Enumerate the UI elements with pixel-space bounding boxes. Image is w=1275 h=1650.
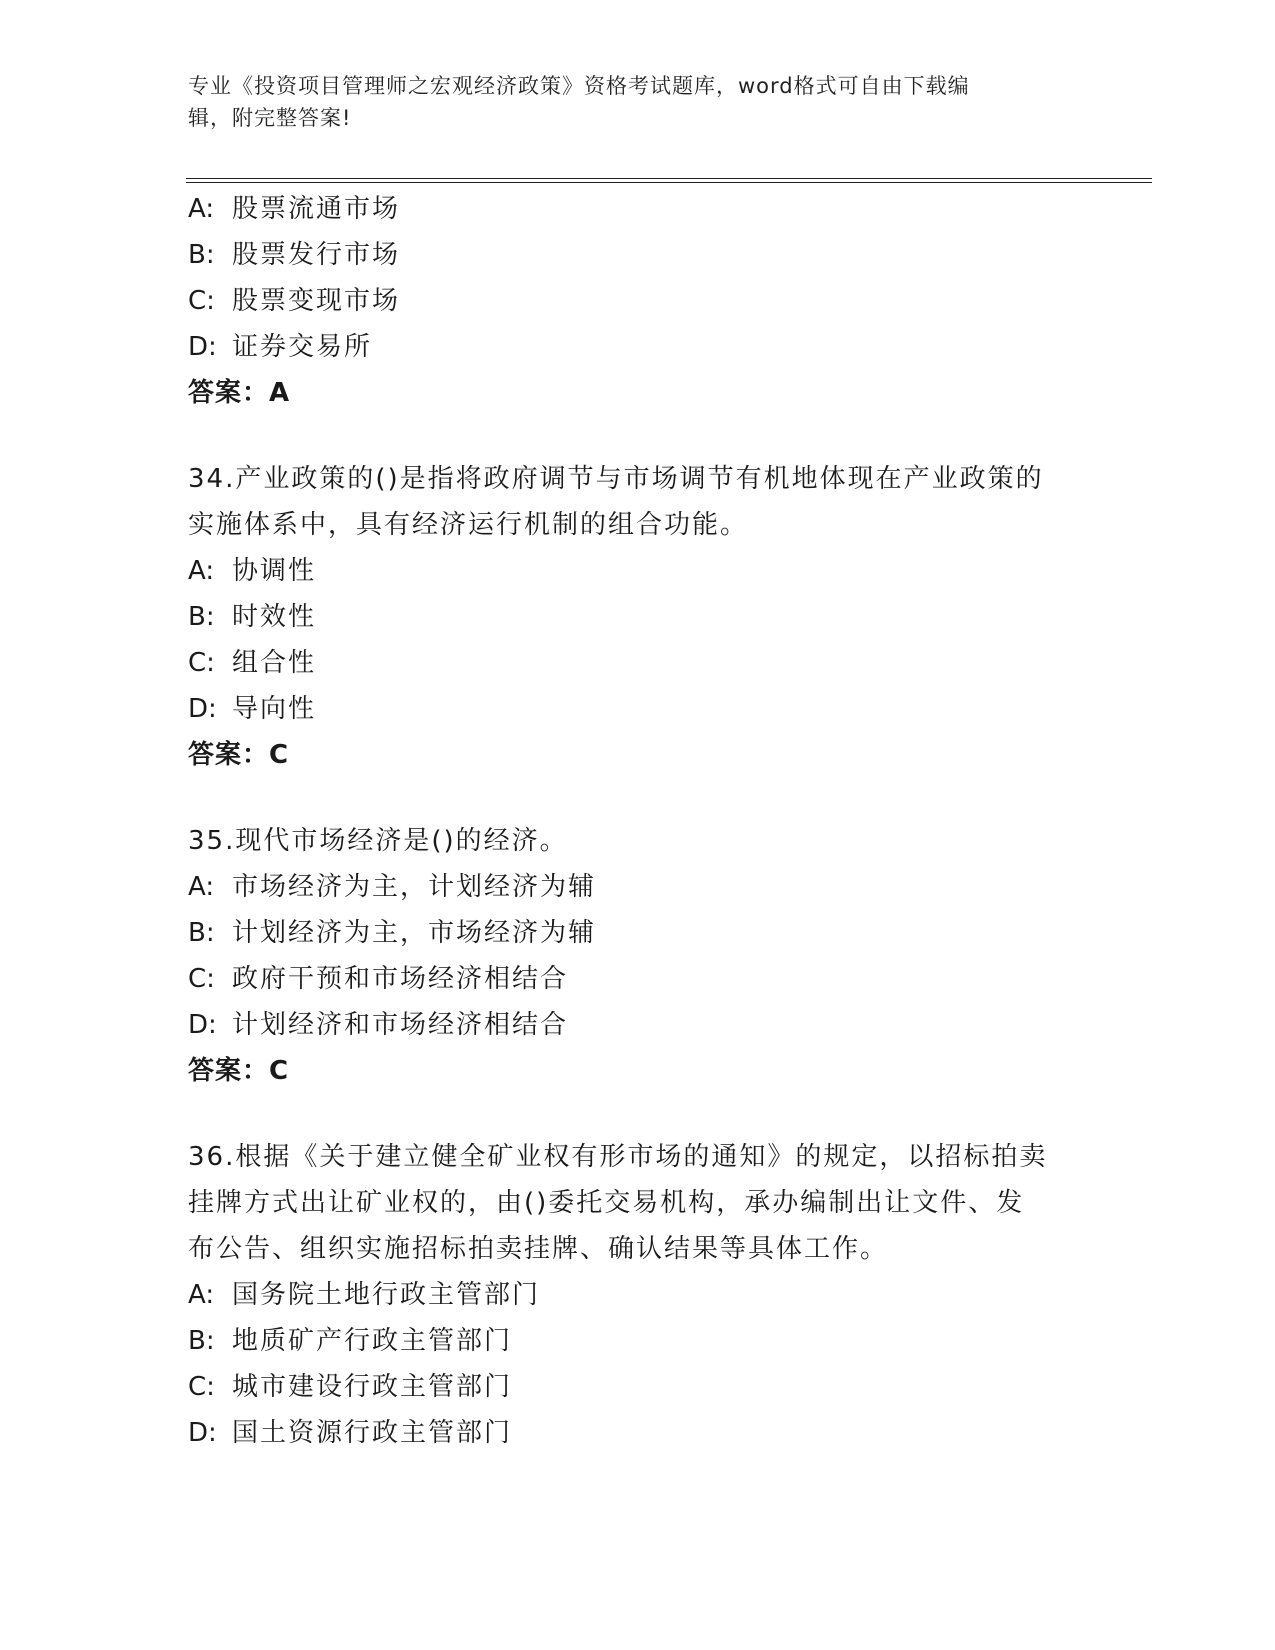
option-text: 股票流通市场 bbox=[232, 194, 401, 224]
option-key: C: bbox=[188, 1372, 215, 1402]
option-key: B: bbox=[188, 1326, 215, 1356]
option-key: C: bbox=[188, 286, 215, 316]
option-key: A: bbox=[188, 872, 215, 902]
option-text: 股票发行市场 bbox=[232, 240, 401, 270]
option-c bbox=[188, 640, 1088, 686]
option-text: 股票变现市场 bbox=[232, 286, 401, 316]
option-key: D: bbox=[188, 1010, 217, 1040]
option-key: D: bbox=[188, 332, 217, 362]
question-stem-line: 布公告、组织实施招标拍卖挂牌、确认结果等具体工作。 bbox=[188, 1234, 889, 1264]
question-stem-line: 实施体系中，具有经济运行机制的组合功能。 bbox=[188, 510, 749, 540]
question-block-36 bbox=[188, 1134, 1088, 1456]
question-stem-line: 35.现代市场经济是()的经济。 bbox=[188, 826, 568, 856]
option-text: 计划经济和市场经济相结合 bbox=[232, 1010, 569, 1040]
option-b bbox=[188, 594, 1088, 640]
header-line-1: 专业《投资项目管理师之宏观经济政策》资格考试题库，word格式可自由下载编 bbox=[188, 74, 970, 98]
option-b bbox=[188, 1318, 1088, 1364]
option-c bbox=[188, 956, 1088, 1002]
option-d bbox=[188, 686, 1088, 732]
option-key: C: bbox=[188, 648, 215, 678]
option-key: A: bbox=[188, 556, 215, 586]
option-b bbox=[188, 910, 1088, 956]
answer-line: 答案：C bbox=[188, 740, 290, 770]
option-text: 城市建设行政主管部门 bbox=[232, 1372, 513, 1402]
answer-line: 答案：C bbox=[188, 1056, 290, 1086]
option-a bbox=[188, 1272, 1088, 1318]
option-text: 政府干预和市场经济相结合 bbox=[232, 964, 569, 994]
option-text: 组合性 bbox=[232, 648, 317, 678]
answer-line: 答案：A bbox=[188, 378, 291, 408]
question-block-35 bbox=[188, 818, 1088, 1094]
option-d bbox=[188, 1410, 1088, 1456]
option-key: B: bbox=[188, 602, 215, 632]
option-text: 地质矿产行政主管部门 bbox=[232, 1326, 513, 1356]
option-text: 国务院土地行政主管部门 bbox=[232, 1280, 541, 1310]
option-text: 国土资源行政主管部门 bbox=[232, 1418, 513, 1448]
option-a bbox=[188, 186, 1088, 232]
header-line-2: 辑，附完整答案! bbox=[188, 106, 352, 130]
option-key: B: bbox=[188, 240, 215, 270]
option-d bbox=[188, 324, 1088, 370]
option-key: C: bbox=[188, 964, 215, 994]
option-text: 证券交易所 bbox=[232, 332, 373, 362]
option-key: D: bbox=[188, 694, 217, 724]
question-stem-line: 36.根据《关于建立健全矿业权有形市场的通知》的规定，以招标拍卖 bbox=[188, 1142, 1048, 1172]
option-text: 导向性 bbox=[232, 694, 317, 724]
header-rule-bottom bbox=[186, 182, 1152, 183]
document-header bbox=[188, 70, 1088, 134]
option-text: 时效性 bbox=[232, 602, 317, 632]
header-rule-top bbox=[186, 178, 1152, 179]
option-text: 协调性 bbox=[232, 556, 317, 586]
question-stem-line: 挂牌方式出让矿业权的，由()委托交易机构，承办编制出让文件、发 bbox=[188, 1188, 1025, 1218]
option-b bbox=[188, 232, 1088, 278]
option-d bbox=[188, 1002, 1088, 1048]
question-block-34 bbox=[188, 456, 1088, 778]
option-c bbox=[188, 1364, 1088, 1410]
question-stem-line: 34.产业政策的()是指将政府调节与市场调节有机地体现在产业政策的 bbox=[188, 464, 1044, 494]
question-block-33 bbox=[188, 186, 1088, 416]
option-key: A: bbox=[188, 1280, 215, 1310]
option-key: B: bbox=[188, 918, 215, 948]
option-c bbox=[188, 278, 1088, 324]
question-list bbox=[188, 186, 1088, 1456]
option-a bbox=[188, 548, 1088, 594]
option-text: 市场经济为主，计划经济为辅 bbox=[232, 872, 597, 902]
option-text: 计划经济为主，市场经济为辅 bbox=[232, 918, 597, 948]
option-key: A: bbox=[188, 194, 215, 224]
option-key: D: bbox=[188, 1418, 217, 1448]
option-a bbox=[188, 864, 1088, 910]
